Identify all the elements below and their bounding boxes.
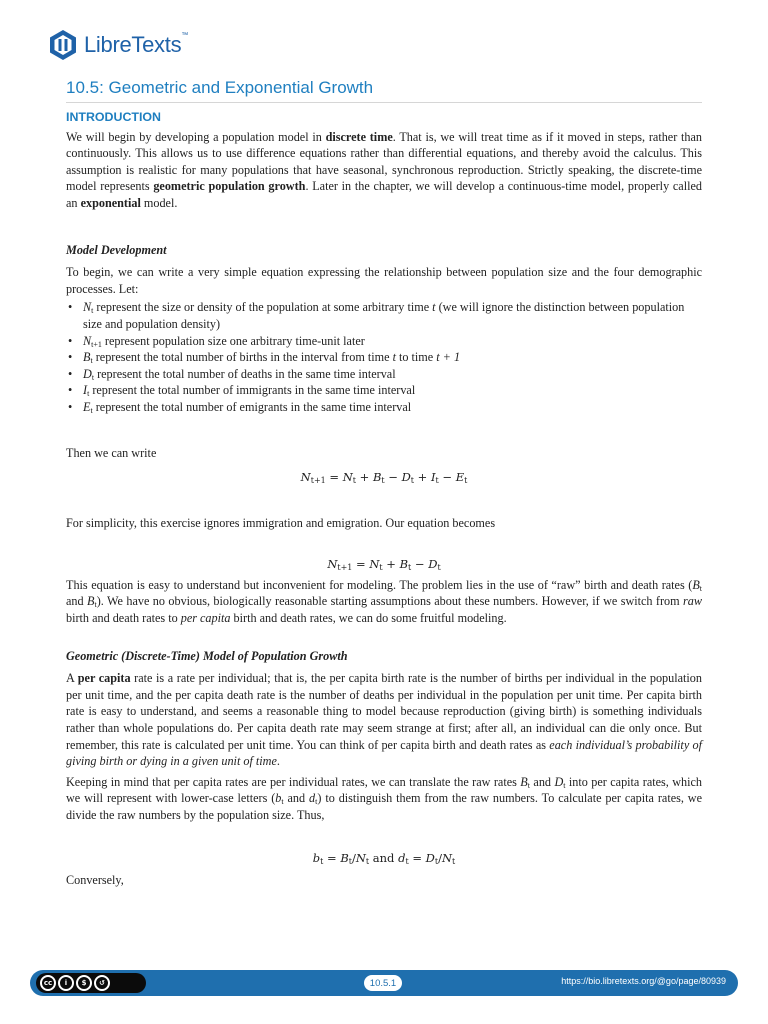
creative-commons-icon: cc (40, 975, 56, 991)
page-number: 10.5.1 (364, 975, 402, 991)
title-divider (66, 102, 702, 103)
geometric-model-heading: Geometric (Discrete-Time) Model of Population Growth (66, 648, 348, 663)
cc-license-badge[interactable] (36, 973, 146, 993)
list-item: • $N_t$ represent the size or density of the population at some arbitrary time t (we will ignore the distinction between population size and population density) (66, 299, 702, 332)
attribution-icon: i (58, 975, 74, 991)
translate-paragraph: Keeping in mind that per capita rates are per individual rates, we can translate the raw rates $B_t$ and $D_t$ into per capita rates, which we will represent with lower-case letters ($b_t$ and $d_t$) to distinguish them from the raw numbers. To calculate per capita rates, we divide the raw numbers by the population size. Thus, (66, 774, 703, 822)
page-footer (30, 970, 738, 996)
simplicity-text: For simplicity, this exercise ignores immigration and emigration. Our equation becomes (66, 515, 496, 530)
equation-full: $N_{t+1} = N_t + B_t - D_t + I_t - E_t$ (300, 470, 468, 486)
intro-heading: INTRODUCTION (66, 110, 161, 124)
page-url-link[interactable]: https://bio.libretexts.org/@go/page/80939 (561, 976, 726, 986)
libretexts-hexagon-icon (46, 28, 80, 62)
model-development-heading: Model Development (66, 242, 167, 257)
easy-paragraph: This equation is easy to understand but inconvenient for modeling. The problem lies in the use of “raw” birth and death rates ($B_t$ and $B_t$). We have no obvious, biologically reasonable starting assumptions about these numbers. However, if we switch from raw birth and death rates to per capita birth and death rates, we can do some fruitful modeling. (66, 577, 703, 626)
intro-paragraph: We will begin by developing a population model in discrete time. That is, we will treat time as if it moved in steps, rather than continuously. This allows us to use difference equations rather than differential equations, and thereby avoid the calculus. This assumption is realistic for many populations that have seasonal, synchronous reproduction. Strictly speaking, the discrete-time model represents geometric population growth. Later in the chapter, we will develop a continuous-time model, properly called an exponential model. (66, 129, 703, 210)
sharealike-icon: ↺ (94, 975, 110, 991)
per-capita-paragraph: A per capita rate is a rate per individual; that is, the per capita birth rate is the number of births per individual in the population per unit time, and the per capita death rate is the number of deaths per individual in the population per unit time. Per capita birth rate is easy to understand, and seems a reasonable thing to model because reproduction (giving birth) is something individuals rather than whole populations do. Per capita death rate may seem strange at first; after all, an individual can die only once. But remember, this rate is calculated per unit time. You can think of per capita birth and death rates as each individual’s probability of giving birth or dying in a given unit of time. (66, 671, 702, 769)
variable-list (66, 299, 702, 415)
page-content (66, 109, 702, 889)
noncommercial-icon: $ (76, 975, 92, 991)
list-item: • $B_t$ represent the total number of births in the interval from time t to time t + 1 (66, 349, 702, 366)
equation-per-capita: $b_t = B_t/N_t$ and $d_t = D_t/N_t$ (312, 850, 456, 866)
equation-simplified: $N_{t+1} = N_t + B_t - D_t$ (327, 557, 441, 573)
list-item: • $E_t$ represent the total number of emigrants in the same time interval (66, 399, 702, 416)
then-text: Then we can write (66, 445, 157, 460)
list-item: • $D_t$ represent the total number of deaths in the same time interval (66, 366, 702, 383)
conversely-text: Conversely, (66, 873, 124, 888)
page-title: 10.5: Geometric and Exponential Growth (66, 78, 374, 97)
libretexts-logo[interactable] (46, 26, 188, 64)
list-item: • $I_t$ represent the total number of immigrants in the same time interval (66, 382, 702, 399)
model-development-intro: To begin, we can write a very simple equation expressing the relationship between population size and the four demographic processes. Let: (66, 265, 702, 296)
list-item: • $N_{t+1}$ represent population size one arbitrary time-unit later (66, 333, 702, 350)
libretexts-wordmark: LibreTexts™ (84, 32, 188, 57)
